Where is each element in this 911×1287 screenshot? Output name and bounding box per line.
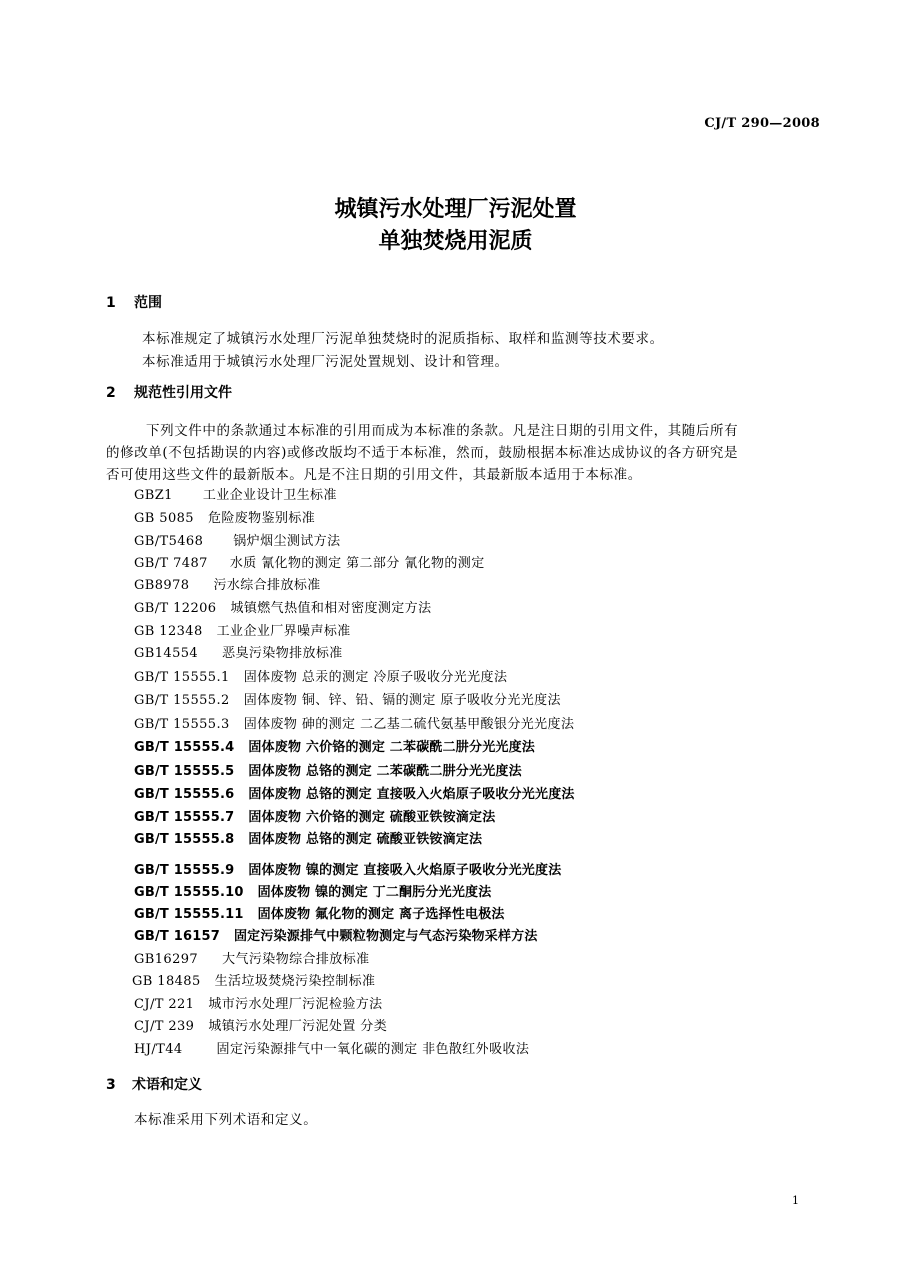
reference-code: GB/T 15555.11 [134,907,244,922]
reference-code: GB/T 15555.3 [134,717,230,732]
section-title: 范围 [134,295,162,311]
document-title-line-1: 城镇污水处理厂污泥处置 [334,197,577,222]
reference-item [134,760,522,779]
reference-title: 固体废物 氟化物的测定 离子选择性电极法 [257,907,505,922]
reference-code: HJ/T44 [134,1042,183,1057]
reference-title: 固定污染源排气中一氧化碳的测定 非色散红外吸收法 [216,1042,530,1057]
reference-title: 锅炉烟尘测试方法 [233,534,341,549]
section-number: 3 [106,1077,116,1093]
reference-title: 城镇燃气热值和相对密度测定方法 [230,601,432,616]
section-3-heading [106,1074,202,1094]
paragraph: 本标准适用于城镇污水处理厂污泥处置规划、设计和管理。 [142,354,509,370]
reference-code: CJ/T 221 [134,997,195,1012]
reference-code: GB/T 15555.10 [134,885,244,900]
reference-code: GB/T5468 [134,534,204,549]
reference-item [134,620,351,639]
reference-item [134,806,495,825]
reference-code: GB/T 15555.6 [134,787,235,802]
section-number: 1 [106,295,116,311]
reference-item [134,993,383,1012]
reference-code: GB/T 15555.7 [134,810,235,825]
reference-item [134,530,340,549]
reference-title: 危险废物鉴别标准 [207,511,316,526]
reference-item [134,948,370,967]
reference-item [134,1015,387,1034]
reference-code: GB/T 7487 [134,556,208,571]
reference-title: 固体废物 六价铬的测定 硫酸亚铁铵滴定法 [248,810,496,825]
reference-title: 固体废物 镍的测定 丁二酮肟分光光度法 [257,885,492,900]
reference-title: 水质 氰化物的测定 第二部分 氰化物的测定 [229,556,485,571]
reference-code: GB/T 12206 [134,601,217,616]
paragraph-line: 否可使用这些文件的最新版本。凡是不注日期的引用文件，其最新版本适用于本标准。 [106,467,642,483]
reference-item [134,903,505,922]
section-number: 2 [106,385,116,401]
reference-code: GB/T 15555.1 [134,670,230,685]
reference-code: GB/T 15555.4 [134,740,235,755]
section-title: 术语和定义 [132,1077,202,1093]
reference-item [134,1038,529,1057]
reference-item [134,736,535,755]
paragraph-line: 下列文件中的条款通过本标准的引用而成为本标准的条款。凡是注日期的引用文件，其随后所有 [146,423,739,439]
reference-title: 固体废物 总铬的测定 二苯碳酰二肼分光光度法 [248,764,522,779]
reference-title: 固体废物 六价铬的测定 二苯碳酰二肼分光光度法 [248,740,535,755]
reference-title: 固体废物 镍的测定 直接吸入火焰原子吸收分光光度法 [248,863,562,878]
reference-code: GB/T 15555.5 [134,764,235,779]
reference-item [134,642,343,661]
reference-code: GBZ1 [134,488,173,503]
reference-title: 恶臭污染物排放标准 [222,646,343,661]
reference-code: GB 12348 [134,624,203,639]
reference-item [132,970,375,989]
reference-item [134,783,575,802]
reference-item [134,828,482,847]
reference-code: GB/T 15555.8 [134,832,235,847]
reference-title: 固体废物 铜、锌、铅、镉的测定 原子吸收分光光度法 [243,693,561,708]
paragraph: 本标准采用下列术语和定义。 [134,1112,318,1128]
reference-title: 固体废物 砷的测定 二乙基二硫代氨基甲酸银分光光度法 [243,717,575,732]
reference-title: 固体废物 总铬的测定 直接吸入火焰原子吸收分光光度法 [248,787,575,802]
standard-code: CJ/T 290—2008 [704,116,820,131]
paragraph: 本标准规定了城镇污水处理厂污泥单独焚烧时的泥质指标、取样和监测等技术要求。 [142,331,664,347]
reference-code: GB/T 15555.9 [134,863,235,878]
reference-item [134,574,321,593]
reference-item [134,689,561,708]
reference-item [134,713,574,732]
reference-title: 城镇污水处理厂污泥处置 分类 [208,1019,388,1034]
reference-code: CJ/T 239 [134,1019,195,1034]
reference-title: 城市污水处理厂污泥检验方法 [208,997,383,1012]
reference-title: 污水综合排放标准 [213,578,321,593]
reference-item [134,859,561,878]
document-title-line-2: 单独焚烧用泥质 [378,229,533,254]
reference-title: 工业企业厂界噪声标准 [216,624,351,639]
reference-item [134,552,485,571]
reference-title: 大气污染物综合排放标准 [222,952,370,967]
reference-item [134,484,337,503]
reference-title: 固定污染源排气中颗粒物测定与气态污染物采样方法 [233,929,538,944]
reference-code: GB 5085 [134,511,194,526]
reference-title: 生活垃圾焚烧污染控制标准 [214,974,376,989]
paragraph-line: 的修改单(不包括勘误的内容)或修改版均不适于本标准，然而，鼓励根据本标准达成协议的各方研究是 [106,445,739,461]
reference-item [134,881,491,900]
reference-title: 工业企业设计卫生标准 [202,488,337,503]
reference-code: GB 18485 [132,974,201,989]
reference-code: GB/T 15555.2 [134,693,230,708]
reference-code: GB14554 [134,646,199,661]
reference-code: GB/T 16157 [134,929,220,944]
section-title: 规范性引用文件 [134,385,232,401]
reference-item [134,666,507,685]
reference-item [134,597,432,616]
reference-code: GB16297 [134,952,199,967]
reference-title: 固体废物 总汞的测定 冷原子吸收分光光度法 [243,670,508,685]
page-number: 1 [792,1194,799,1207]
reference-item [134,925,538,944]
section-2-heading [106,382,232,402]
reference-title: 固体废物 总铬的测定 硫酸亚铁铵滴定法 [248,832,483,847]
section-1-heading [106,292,162,312]
reference-item [134,507,315,526]
reference-code: GB8978 [134,578,190,593]
